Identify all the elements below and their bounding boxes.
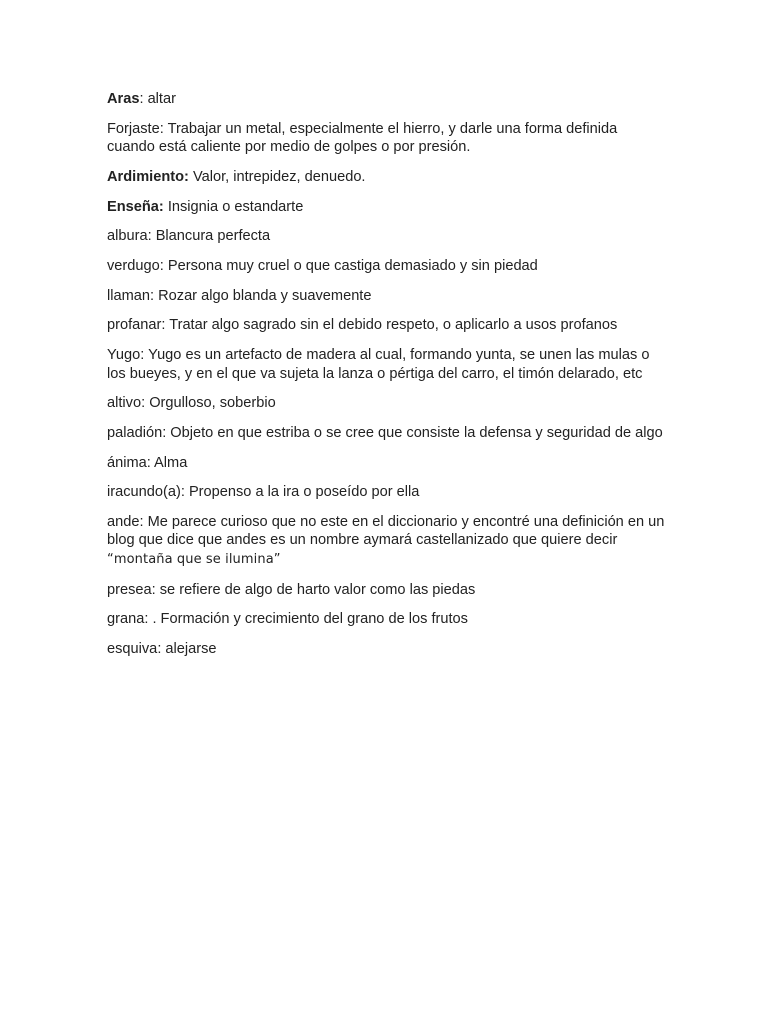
glossary-definition: Blancura perfecta — [151, 228, 271, 245]
term-separator: : — [147, 228, 152, 245]
glossary-term: profanar — [107, 317, 162, 334]
glossary-term: ande — [107, 513, 140, 530]
glossary-term: albura — [107, 228, 148, 245]
glossary-definition: Objeto en que estriba o se cree que consiste la defensa y seguridad de algo — [166, 424, 663, 441]
glossary-entry — [107, 198, 667, 217]
glossary-term: Ardimiento: — [107, 168, 189, 185]
term-separator: : — [141, 395, 146, 412]
glossary-entry — [107, 454, 667, 473]
glossary-definition: Trabajar un metal, especialmente el hierro, y darle una forma definida cuando está caliente por medio de golpes o por presión. — [107, 120, 618, 156]
term-separator: : — [146, 454, 151, 471]
term-separator: : — [161, 317, 166, 334]
term-separator: : — [159, 257, 164, 274]
glossary-term: Enseña: — [107, 198, 164, 215]
glossary-definition: Tratar algo sagrado sin el debido respeto, o aplicarlo a usos profanos — [165, 317, 618, 334]
glossary-entry — [107, 610, 667, 629]
quoted-definition: “montaña que se ilumina” — [107, 551, 281, 567]
glossary-term: verdugo — [107, 257, 160, 274]
glossary-entry — [107, 640, 667, 659]
glossary-definition: Valor, intrepidez, denuedo. — [188, 168, 366, 185]
term-separator: : — [139, 91, 144, 107]
term-separator: : — [151, 581, 156, 598]
glossary-entry — [107, 394, 667, 413]
glossary-term: ánima — [107, 454, 147, 471]
glossary-definition: . Formación y crecimiento del grano de los frutos — [148, 611, 468, 628]
term-separator: : — [157, 641, 162, 657]
glossary-definition: Yugo es un artefacto de madera al cual, formando yunta, se unen las mulas o los bueyes, y en el que va sujeta la lanza o pértiga del carro, el timón delarado, etc — [107, 347, 650, 382]
glossary-term: iracundo(a) — [107, 484, 181, 501]
glossary-definition: altar — [143, 91, 176, 107]
glossary-definition: se refiere de algo de harto valor como las piedas — [155, 581, 476, 598]
glossary-term: llaman — [107, 287, 150, 304]
glossary-term: paladión — [107, 424, 163, 441]
glossary-entry — [107, 424, 667, 443]
glossary-entry — [107, 581, 667, 600]
glossary-list — [107, 90, 667, 670]
term-separator: : — [144, 611, 149, 628]
glossary-term: Forjaste — [107, 120, 160, 137]
term-separator: : — [140, 347, 145, 363]
glossary-entry — [107, 120, 667, 157]
glossary-definition: alejarse — [161, 641, 217, 657]
glossary-definition: Orgulloso, soberbio — [145, 395, 276, 412]
glossary-definition: Insignia o estandarte — [163, 198, 304, 215]
term-separator: : — [150, 287, 155, 304]
glossary-entry — [107, 513, 667, 570]
term-separator: : — [159, 120, 164, 137]
glossary-entry — [107, 168, 667, 187]
glossary-term: presea — [107, 581, 152, 598]
glossary-entry — [107, 346, 667, 383]
glossary-term: Aras — [107, 91, 140, 107]
glossary-entry — [107, 316, 667, 335]
glossary-entry — [107, 90, 667, 109]
glossary-term: altivo — [107, 395, 142, 412]
glossary-definition: Propenso a la ira o poseído por ella — [184, 484, 420, 501]
glossary-definition: Me parece curioso que no este en el diccionario y encontré una definición en un blog que dice que andes es un nombre aymará castellanizado que quiere decir — [107, 513, 665, 549]
term-separator: : — [162, 424, 167, 441]
term-separator: : — [180, 484, 185, 501]
glossary-entry — [107, 257, 667, 276]
glossary-definition: Alma — [150, 454, 188, 471]
glossary-definition: Rozar algo blanda y suavemente — [154, 287, 372, 304]
glossary-term: grana — [107, 611, 145, 628]
glossary-entry — [107, 227, 667, 246]
glossary-term: esquiva — [107, 641, 158, 657]
glossary-definition: Persona muy cruel o que castiga demasiado y sin piedad — [163, 257, 538, 274]
glossary-entry — [107, 287, 667, 306]
glossary-term: Yugo — [107, 347, 141, 363]
glossary-entry — [107, 483, 667, 502]
term-separator: : — [139, 513, 144, 530]
